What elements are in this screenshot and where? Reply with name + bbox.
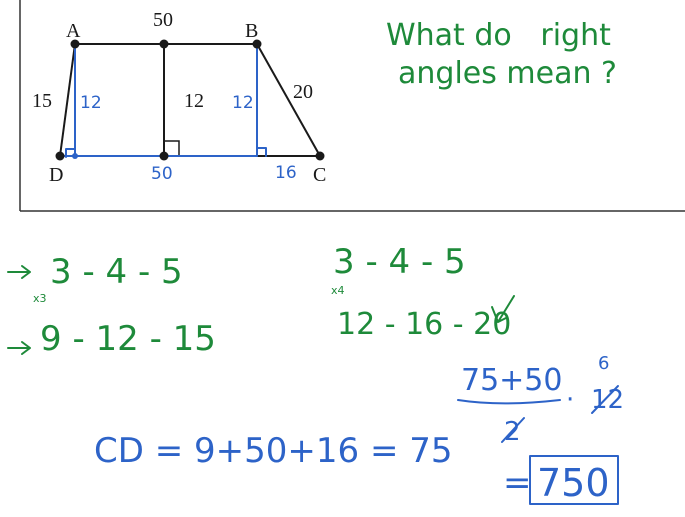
fraction-bar [458, 400, 560, 403]
vertex-label-c: C [313, 164, 327, 186]
triple-arrow-1 [8, 266, 30, 278]
vertex-top-mid-point [160, 40, 169, 49]
triple-multiplier-1: x3 [33, 292, 47, 305]
area-denominator: 2 [504, 417, 521, 447]
area-height: 12 [591, 385, 625, 415]
triple-arrow-2 [8, 342, 30, 354]
vertex-base-mid-point [160, 152, 169, 161]
area-equals: = [503, 463, 532, 503]
question-line-1: What do right [386, 18, 611, 53]
blue-label-right-height: 12 [232, 93, 254, 113]
area-numerator: 75+50 [461, 363, 563, 398]
length-label-left: 15 [32, 90, 52, 112]
blue-label-base-right: 16 [275, 163, 297, 183]
question-line-2: angles mean ? [398, 56, 617, 91]
area-reduced-height: 6 [598, 353, 610, 374]
vertex-label-b: B [245, 20, 259, 42]
vertex-label-a: A [66, 20, 81, 42]
blue-label-left-height: 12 [80, 93, 102, 113]
vertex-c-point [316, 152, 325, 161]
triple-row-1: 3 - 4 - 5 [50, 252, 183, 292]
triple-multiplier-2: x4 [331, 284, 345, 297]
length-label-right: 20 [293, 81, 313, 103]
foot-left-point [72, 153, 78, 159]
blue-label-base-mid: 50 [151, 164, 173, 184]
area-computation [458, 353, 624, 505]
length-label-top: 50 [153, 9, 173, 31]
triple-row-4: 12 - 16 - 20 [337, 307, 512, 342]
length-label-mid-height: 12 [184, 90, 204, 112]
vertex-d-point [56, 152, 65, 161]
side-ad [60, 44, 75, 156]
area-result: 750 [537, 461, 610, 505]
triple-row-3: 3 - 4 - 5 [333, 242, 466, 282]
area-multiply-dot: · [566, 385, 575, 415]
cd-equation: CD = 9+50+16 = 75 [94, 431, 453, 471]
right-angle-mark-right [258, 148, 266, 156]
vertex-label-d: D [49, 164, 64, 186]
triple-row-2: 9 - 12 - 15 [40, 319, 216, 359]
